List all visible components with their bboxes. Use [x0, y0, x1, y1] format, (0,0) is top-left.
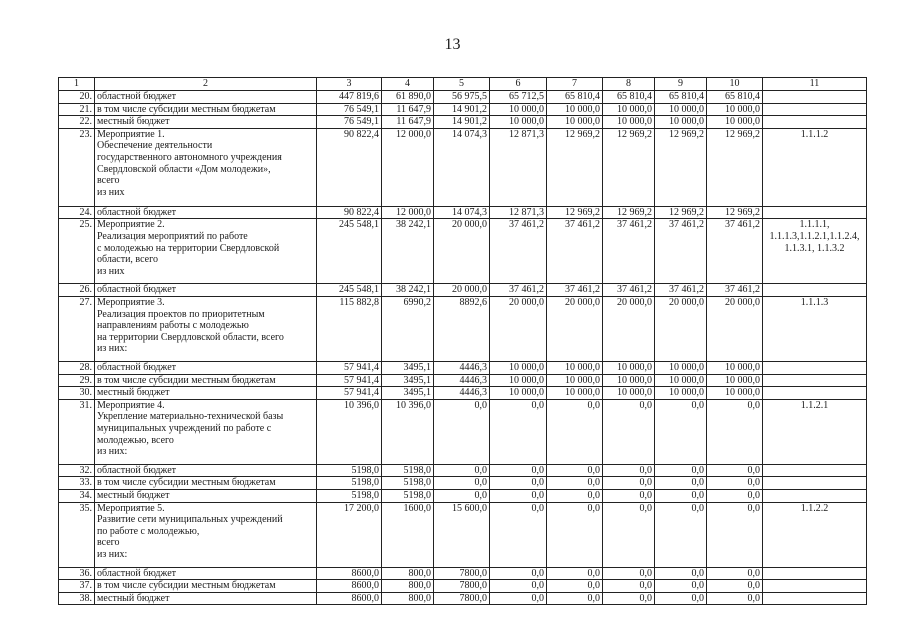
row-number: 37.	[59, 580, 95, 593]
column-header-3: 3	[317, 78, 382, 91]
value-cell-col-9: 10 000,0	[655, 361, 707, 374]
row-number: 36.	[59, 567, 95, 580]
value-cell-col-3: 57 941,4	[317, 374, 382, 387]
row-name: областной бюджет	[95, 464, 317, 477]
value-cell-col-5: 20 000,0	[434, 219, 490, 284]
table-row	[59, 103, 867, 116]
row-number: 21.	[59, 103, 95, 116]
value-cell-col-4: 5198,0	[382, 464, 434, 477]
target-code	[763, 103, 867, 116]
row-number: 23.	[59, 128, 95, 206]
value-cell-col-8: 10 000,0	[603, 361, 655, 374]
value-cell-col-3: 8600,0	[317, 567, 382, 580]
row-name: Мероприятие 3. Реализация проектов по приоритетным направлениям работы с молодежью на территории Свердловской области, всего из них:	[95, 296, 317, 361]
value-cell-col-4: 5198,0	[382, 489, 434, 502]
value-cell-col-10: 0,0	[707, 399, 763, 464]
row-number: 33.	[59, 477, 95, 490]
value-cell-col-4: 800,0	[382, 592, 434, 605]
value-cell-col-6: 0,0	[490, 477, 547, 490]
value-cell-col-6: 0,0	[490, 580, 547, 593]
value-cell-col-5: 0,0	[434, 464, 490, 477]
row-name: в том числе субсидии местным бюджетам	[95, 580, 317, 593]
table-row	[59, 464, 867, 477]
value-cell-col-10: 0,0	[707, 477, 763, 490]
value-cell-col-3: 5198,0	[317, 477, 382, 490]
value-cell-col-6: 0,0	[490, 464, 547, 477]
value-cell-col-3: 57 941,4	[317, 387, 382, 400]
row-name: областной бюджет	[95, 206, 317, 219]
row-name: местный бюджет	[95, 116, 317, 129]
value-cell-col-5: 0,0	[434, 477, 490, 490]
value-cell-col-6: 0,0	[490, 567, 547, 580]
value-cell-col-8: 12 969,2	[603, 206, 655, 219]
header-row	[59, 78, 867, 91]
value-cell-col-5: 0,0	[434, 489, 490, 502]
value-cell-col-9: 10 000,0	[655, 374, 707, 387]
value-cell-col-5: 4446,3	[434, 361, 490, 374]
value-cell-col-5: 0,0	[434, 399, 490, 464]
row-number: 28.	[59, 361, 95, 374]
value-cell-col-3: 245 548,1	[317, 284, 382, 297]
value-cell-col-8: 0,0	[603, 567, 655, 580]
value-cell-col-10: 10 000,0	[707, 116, 763, 129]
target-code	[763, 206, 867, 219]
value-cell-col-8: 0,0	[603, 489, 655, 502]
value-cell-col-10: 10 000,0	[707, 361, 763, 374]
value-cell-col-5: 20 000,0	[434, 284, 490, 297]
value-cell-col-7: 0,0	[547, 464, 603, 477]
value-cell-col-4: 800,0	[382, 580, 434, 593]
value-cell-col-10: 37 461,2	[707, 219, 763, 284]
value-cell-col-6: 37 461,2	[490, 219, 547, 284]
value-cell-col-8: 10 000,0	[603, 374, 655, 387]
value-cell-col-5: 14 074,3	[434, 206, 490, 219]
target-code	[763, 387, 867, 400]
row-name: в том числе субсидии местным бюджетам	[95, 103, 317, 116]
value-cell-col-3: 447 819,6	[317, 91, 382, 104]
value-cell-col-10: 10 000,0	[707, 374, 763, 387]
value-cell-col-7: 0,0	[547, 477, 603, 490]
value-cell-col-9: 0,0	[655, 592, 707, 605]
value-cell-col-7: 37 461,2	[547, 284, 603, 297]
value-cell-col-8: 65 810,4	[603, 91, 655, 104]
value-cell-col-6: 12 871,3	[490, 128, 547, 206]
row-number: 31.	[59, 399, 95, 464]
column-header-2: 2	[95, 78, 317, 91]
table-row	[59, 567, 867, 580]
value-cell-col-10: 10 000,0	[707, 103, 763, 116]
row-number: 29.	[59, 374, 95, 387]
value-cell-col-6: 37 461,2	[490, 284, 547, 297]
row-number: 38.	[59, 592, 95, 605]
value-cell-col-6: 20 000,0	[490, 296, 547, 361]
value-cell-col-5: 4446,3	[434, 374, 490, 387]
value-cell-col-5: 4446,3	[434, 387, 490, 400]
value-cell-col-4: 3495,1	[382, 374, 434, 387]
page-number: 13	[444, 36, 461, 53]
value-cell-col-7: 0,0	[547, 399, 603, 464]
value-cell-col-6: 10 000,0	[490, 387, 547, 400]
row-number: 22.	[59, 116, 95, 129]
value-cell-col-4: 12 000,0	[382, 128, 434, 206]
value-cell-col-9: 0,0	[655, 399, 707, 464]
value-cell-col-5: 15 600,0	[434, 502, 490, 567]
value-cell-col-10: 12 969,2	[707, 206, 763, 219]
value-cell-col-8: 0,0	[603, 477, 655, 490]
value-cell-col-8: 0,0	[603, 580, 655, 593]
value-cell-col-10: 0,0	[707, 502, 763, 567]
value-cell-col-4: 38 242,1	[382, 284, 434, 297]
column-header-4: 4	[382, 78, 434, 91]
column-header-9: 9	[655, 78, 707, 91]
table-row	[59, 284, 867, 297]
value-cell-col-9: 37 461,2	[655, 284, 707, 297]
column-header-6: 6	[490, 78, 547, 91]
value-cell-col-8: 20 000,0	[603, 296, 655, 361]
value-cell-col-6: 10 000,0	[490, 116, 547, 129]
value-cell-col-4: 5198,0	[382, 477, 434, 490]
table-row	[59, 219, 867, 284]
value-cell-col-8: 0,0	[603, 592, 655, 605]
value-cell-col-9: 10 000,0	[655, 387, 707, 400]
row-name: местный бюджет	[95, 387, 317, 400]
value-cell-col-6: 0,0	[490, 489, 547, 502]
value-cell-col-9: 20 000,0	[655, 296, 707, 361]
value-cell-col-5: 7800,0	[434, 592, 490, 605]
value-cell-col-7: 37 461,2	[547, 219, 603, 284]
value-cell-col-9: 65 810,4	[655, 91, 707, 104]
budget-table	[58, 77, 867, 605]
table-row	[59, 399, 867, 464]
row-name: областной бюджет	[95, 284, 317, 297]
value-cell-col-7: 10 000,0	[547, 103, 603, 116]
row-number: 27.	[59, 296, 95, 361]
row-number: 26.	[59, 284, 95, 297]
value-cell-col-8: 37 461,2	[603, 284, 655, 297]
value-cell-col-8: 10 000,0	[603, 103, 655, 116]
value-cell-col-10: 0,0	[707, 489, 763, 502]
row-number: 24.	[59, 206, 95, 219]
row-name: местный бюджет	[95, 592, 317, 605]
value-cell-col-4: 11 647,9	[382, 103, 434, 116]
value-cell-col-5: 7800,0	[434, 567, 490, 580]
row-name: Мероприятие 2. Реализация мероприятий по работе с молодежью на территории Свердловской области, всего из них	[95, 219, 317, 284]
value-cell-col-9: 0,0	[655, 502, 707, 567]
row-number: 35.	[59, 502, 95, 567]
value-cell-col-4: 1600,0	[382, 502, 434, 567]
target-code: 1.1.2.2	[763, 502, 867, 567]
value-cell-col-4: 61 890,0	[382, 91, 434, 104]
table-row	[59, 592, 867, 605]
value-cell-col-9: 10 000,0	[655, 103, 707, 116]
row-number: 25.	[59, 219, 95, 284]
row-name: Мероприятие 4. Укрепление материально-технической базы муниципальных учреждений по работе с молодежью, всего из них:	[95, 399, 317, 464]
value-cell-col-10: 65 810,4	[707, 91, 763, 104]
row-name: областной бюджет	[95, 567, 317, 580]
target-code	[763, 361, 867, 374]
value-cell-col-8: 12 969,2	[603, 128, 655, 206]
value-cell-col-9: 0,0	[655, 567, 707, 580]
value-cell-col-5: 7800,0	[434, 580, 490, 593]
value-cell-col-7: 12 969,2	[547, 128, 603, 206]
value-cell-col-8: 10 000,0	[603, 116, 655, 129]
value-cell-col-3: 10 396,0	[317, 399, 382, 464]
value-cell-col-6: 12 871,3	[490, 206, 547, 219]
value-cell-col-7: 10 000,0	[547, 116, 603, 129]
value-cell-col-5: 56 975,5	[434, 91, 490, 104]
value-cell-col-10: 0,0	[707, 580, 763, 593]
target-code	[763, 489, 867, 502]
value-cell-col-10: 12 969,2	[707, 128, 763, 206]
target-code	[763, 284, 867, 297]
target-code: 1.1.1.1, 1.1.1.3,1.1.2.1,1.1.2.4, 1.1.3.1, 1.1.3.2	[763, 219, 867, 284]
row-name: местный бюджет	[95, 489, 317, 502]
value-cell-col-10: 0,0	[707, 567, 763, 580]
value-cell-col-3: 8600,0	[317, 580, 382, 593]
target-code	[763, 477, 867, 490]
value-cell-col-7: 65 810,4	[547, 91, 603, 104]
value-cell-col-6: 10 000,0	[490, 374, 547, 387]
table-row	[59, 502, 867, 567]
value-cell-col-7: 0,0	[547, 592, 603, 605]
value-cell-col-3: 5198,0	[317, 489, 382, 502]
value-cell-col-5: 14 074,3	[434, 128, 490, 206]
value-cell-col-3: 115 882,8	[317, 296, 382, 361]
column-header-10: 10	[707, 78, 763, 91]
row-number: 20.	[59, 91, 95, 104]
value-cell-col-4: 3495,1	[382, 361, 434, 374]
value-cell-col-7: 10 000,0	[547, 387, 603, 400]
target-code	[763, 374, 867, 387]
table-row	[59, 128, 867, 206]
value-cell-col-6: 0,0	[490, 399, 547, 464]
value-cell-col-8: 37 461,2	[603, 219, 655, 284]
value-cell-col-9: 12 969,2	[655, 206, 707, 219]
value-cell-col-8: 10 000,0	[603, 387, 655, 400]
value-cell-col-3: 5198,0	[317, 464, 382, 477]
value-cell-col-3: 8600,0	[317, 592, 382, 605]
target-code	[763, 116, 867, 129]
target-code: 1.1.1.2	[763, 128, 867, 206]
value-cell-col-4: 3495,1	[382, 387, 434, 400]
value-cell-col-9: 0,0	[655, 464, 707, 477]
value-cell-col-10: 10 000,0	[707, 387, 763, 400]
value-cell-col-7: 0,0	[547, 567, 603, 580]
row-name: Мероприятие 1. Обеспечение деятельности государственного автономного учреждения Свердловской области «Дом молодежи», всего из них	[95, 128, 317, 206]
column-header-11: 11	[763, 78, 867, 91]
value-cell-col-3: 17 200,0	[317, 502, 382, 567]
value-cell-col-3: 76 549,1	[317, 103, 382, 116]
value-cell-col-9: 0,0	[655, 489, 707, 502]
table-row	[59, 477, 867, 490]
target-code: 1.1.1.3	[763, 296, 867, 361]
column-header-5: 5	[434, 78, 490, 91]
value-cell-col-4: 38 242,1	[382, 219, 434, 284]
value-cell-col-10: 0,0	[707, 592, 763, 605]
table-row	[59, 206, 867, 219]
value-cell-col-3: 76 549,1	[317, 116, 382, 129]
target-code	[763, 567, 867, 580]
table-row	[59, 91, 867, 104]
value-cell-col-4: 6990,2	[382, 296, 434, 361]
column-header-7: 7	[547, 78, 603, 91]
value-cell-col-6: 10 000,0	[490, 361, 547, 374]
value-cell-col-7: 10 000,0	[547, 374, 603, 387]
value-cell-col-5: 8892,6	[434, 296, 490, 361]
table-row	[59, 374, 867, 387]
table-row	[59, 387, 867, 400]
value-cell-col-5: 14 901,2	[434, 103, 490, 116]
table-row	[59, 489, 867, 502]
value-cell-col-7: 0,0	[547, 502, 603, 567]
value-cell-col-6: 65 712,5	[490, 91, 547, 104]
row-name: Мероприятие 5. Развитие сети муниципальных учреждений по работе с молодежью, всего из них:	[95, 502, 317, 567]
table-row	[59, 116, 867, 129]
value-cell-col-6: 0,0	[490, 502, 547, 567]
row-number: 32.	[59, 464, 95, 477]
value-cell-col-7: 0,0	[547, 580, 603, 593]
row-name: в том числе субсидии местным бюджетам	[95, 374, 317, 387]
target-code	[763, 580, 867, 593]
value-cell-col-4: 12 000,0	[382, 206, 434, 219]
row-number: 30.	[59, 387, 95, 400]
value-cell-col-9: 0,0	[655, 477, 707, 490]
value-cell-col-3: 57 941,4	[317, 361, 382, 374]
row-name: областной бюджет	[95, 361, 317, 374]
value-cell-col-8: 0,0	[603, 399, 655, 464]
value-cell-col-7: 0,0	[547, 489, 603, 502]
value-cell-col-9: 0,0	[655, 580, 707, 593]
value-cell-col-3: 90 822,4	[317, 128, 382, 206]
value-cell-col-9: 37 461,2	[655, 219, 707, 284]
value-cell-col-7: 10 000,0	[547, 361, 603, 374]
value-cell-col-10: 37 461,2	[707, 284, 763, 297]
value-cell-col-4: 10 396,0	[382, 399, 434, 464]
value-cell-col-4: 11 647,9	[382, 116, 434, 129]
target-code: 1.1.2.1	[763, 399, 867, 464]
value-cell-col-10: 20 000,0	[707, 296, 763, 361]
value-cell-col-7: 12 969,2	[547, 206, 603, 219]
column-header-1: 1	[59, 78, 95, 91]
row-name: областной бюджет	[95, 91, 317, 104]
table-row	[59, 296, 867, 361]
value-cell-col-9: 12 969,2	[655, 128, 707, 206]
value-cell-col-10: 0,0	[707, 464, 763, 477]
value-cell-col-9: 10 000,0	[655, 116, 707, 129]
value-cell-col-5: 14 901,2	[434, 116, 490, 129]
target-code	[763, 464, 867, 477]
value-cell-col-4: 800,0	[382, 567, 434, 580]
value-cell-col-8: 0,0	[603, 502, 655, 567]
target-code	[763, 91, 867, 104]
value-cell-col-3: 245 548,1	[317, 219, 382, 284]
row-name: в том числе субсидии местным бюджетам	[95, 477, 317, 490]
value-cell-col-7: 20 000,0	[547, 296, 603, 361]
value-cell-col-6: 0,0	[490, 592, 547, 605]
table-row	[59, 361, 867, 374]
value-cell-col-8: 0,0	[603, 464, 655, 477]
target-code	[763, 592, 867, 605]
value-cell-col-6: 10 000,0	[490, 103, 547, 116]
table-row	[59, 580, 867, 593]
value-cell-col-3: 90 822,4	[317, 206, 382, 219]
row-number: 34.	[59, 489, 95, 502]
column-header-8: 8	[603, 78, 655, 91]
